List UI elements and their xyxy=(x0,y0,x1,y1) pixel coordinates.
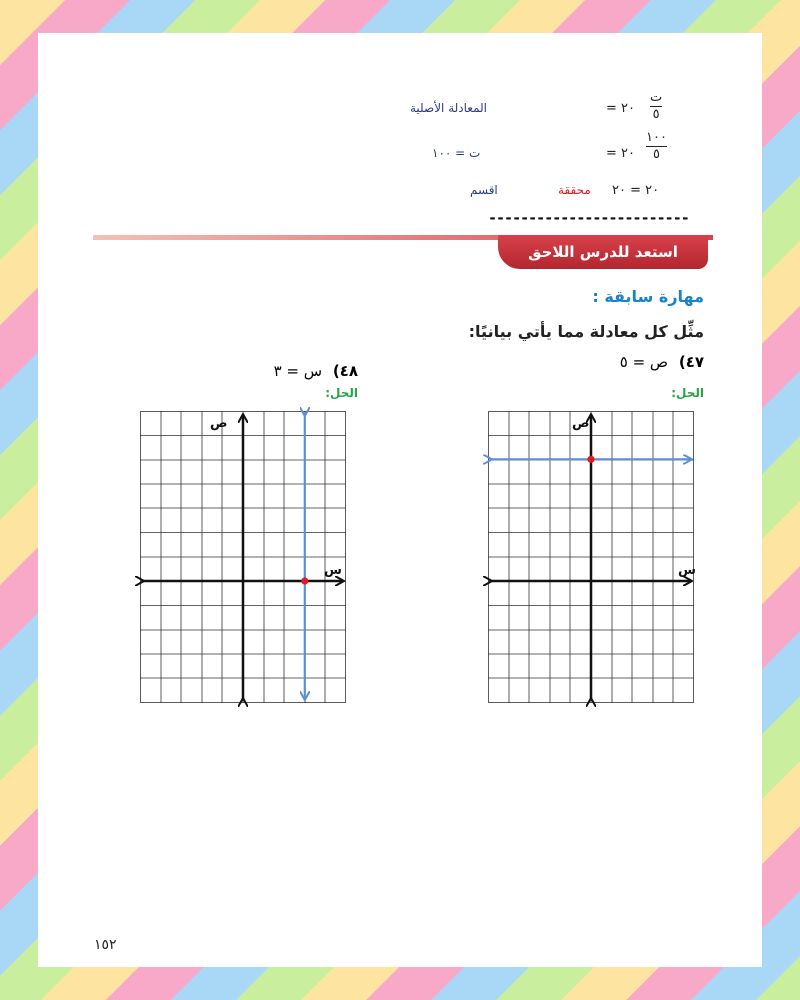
problem-47 xyxy=(620,353,704,371)
instruction-text: مثِّل كل معادلة مما يأتي بيانيًا: xyxy=(468,322,704,341)
problem-47-equation: ص = ٥ xyxy=(619,353,669,371)
row2-equals: = ٢٠ xyxy=(606,146,635,161)
skill-heading: مهارة سابقة : xyxy=(592,287,704,306)
x-axis-label-47: س xyxy=(678,563,696,578)
problem-48-solution-label: الحل: xyxy=(325,386,358,400)
fraction-2 xyxy=(646,131,667,163)
graph-48 xyxy=(140,411,346,703)
section-banner xyxy=(498,235,708,269)
problem-47-number: ٤٧) xyxy=(678,353,704,371)
x-axis-label-48: س xyxy=(324,563,342,578)
original-equation-label: المعادلة الأصلية xyxy=(410,101,488,115)
row3-equation: ٢٠ = ٢٠ xyxy=(612,183,660,198)
fraction-1-numerator: ت xyxy=(650,90,663,105)
verified-label: محققة xyxy=(558,183,591,197)
y-axis-label-47: ص xyxy=(572,416,590,431)
row1-equals: = ٢٠ xyxy=(606,101,635,116)
problem-48-equation: س = ٣ xyxy=(273,362,323,380)
page xyxy=(38,33,762,967)
graph-point-48 xyxy=(301,577,308,584)
problem-47-solution-label: الحل: xyxy=(671,386,704,400)
separator-line: ------------------------- xyxy=(488,209,689,227)
fraction-1 xyxy=(650,91,662,123)
graph-point-47 xyxy=(587,456,594,463)
banner-title: استعد للدرس اللاحق xyxy=(528,243,678,261)
graph-47 xyxy=(488,411,694,703)
y-axis-label-48: ص xyxy=(210,416,228,431)
fraction-2-denominator: ٥ xyxy=(652,147,660,163)
divide-label: اقسم xyxy=(470,183,498,197)
substitution-note: ت = ١٠٠ xyxy=(432,146,481,160)
fraction-2-numerator: ١٠٠ xyxy=(646,130,667,145)
problem-48-number: ٤٨) xyxy=(332,362,358,380)
page-number: ١٥٢ xyxy=(94,937,117,953)
fraction-1-denominator: ٥ xyxy=(652,107,660,123)
problem-48 xyxy=(274,362,358,380)
